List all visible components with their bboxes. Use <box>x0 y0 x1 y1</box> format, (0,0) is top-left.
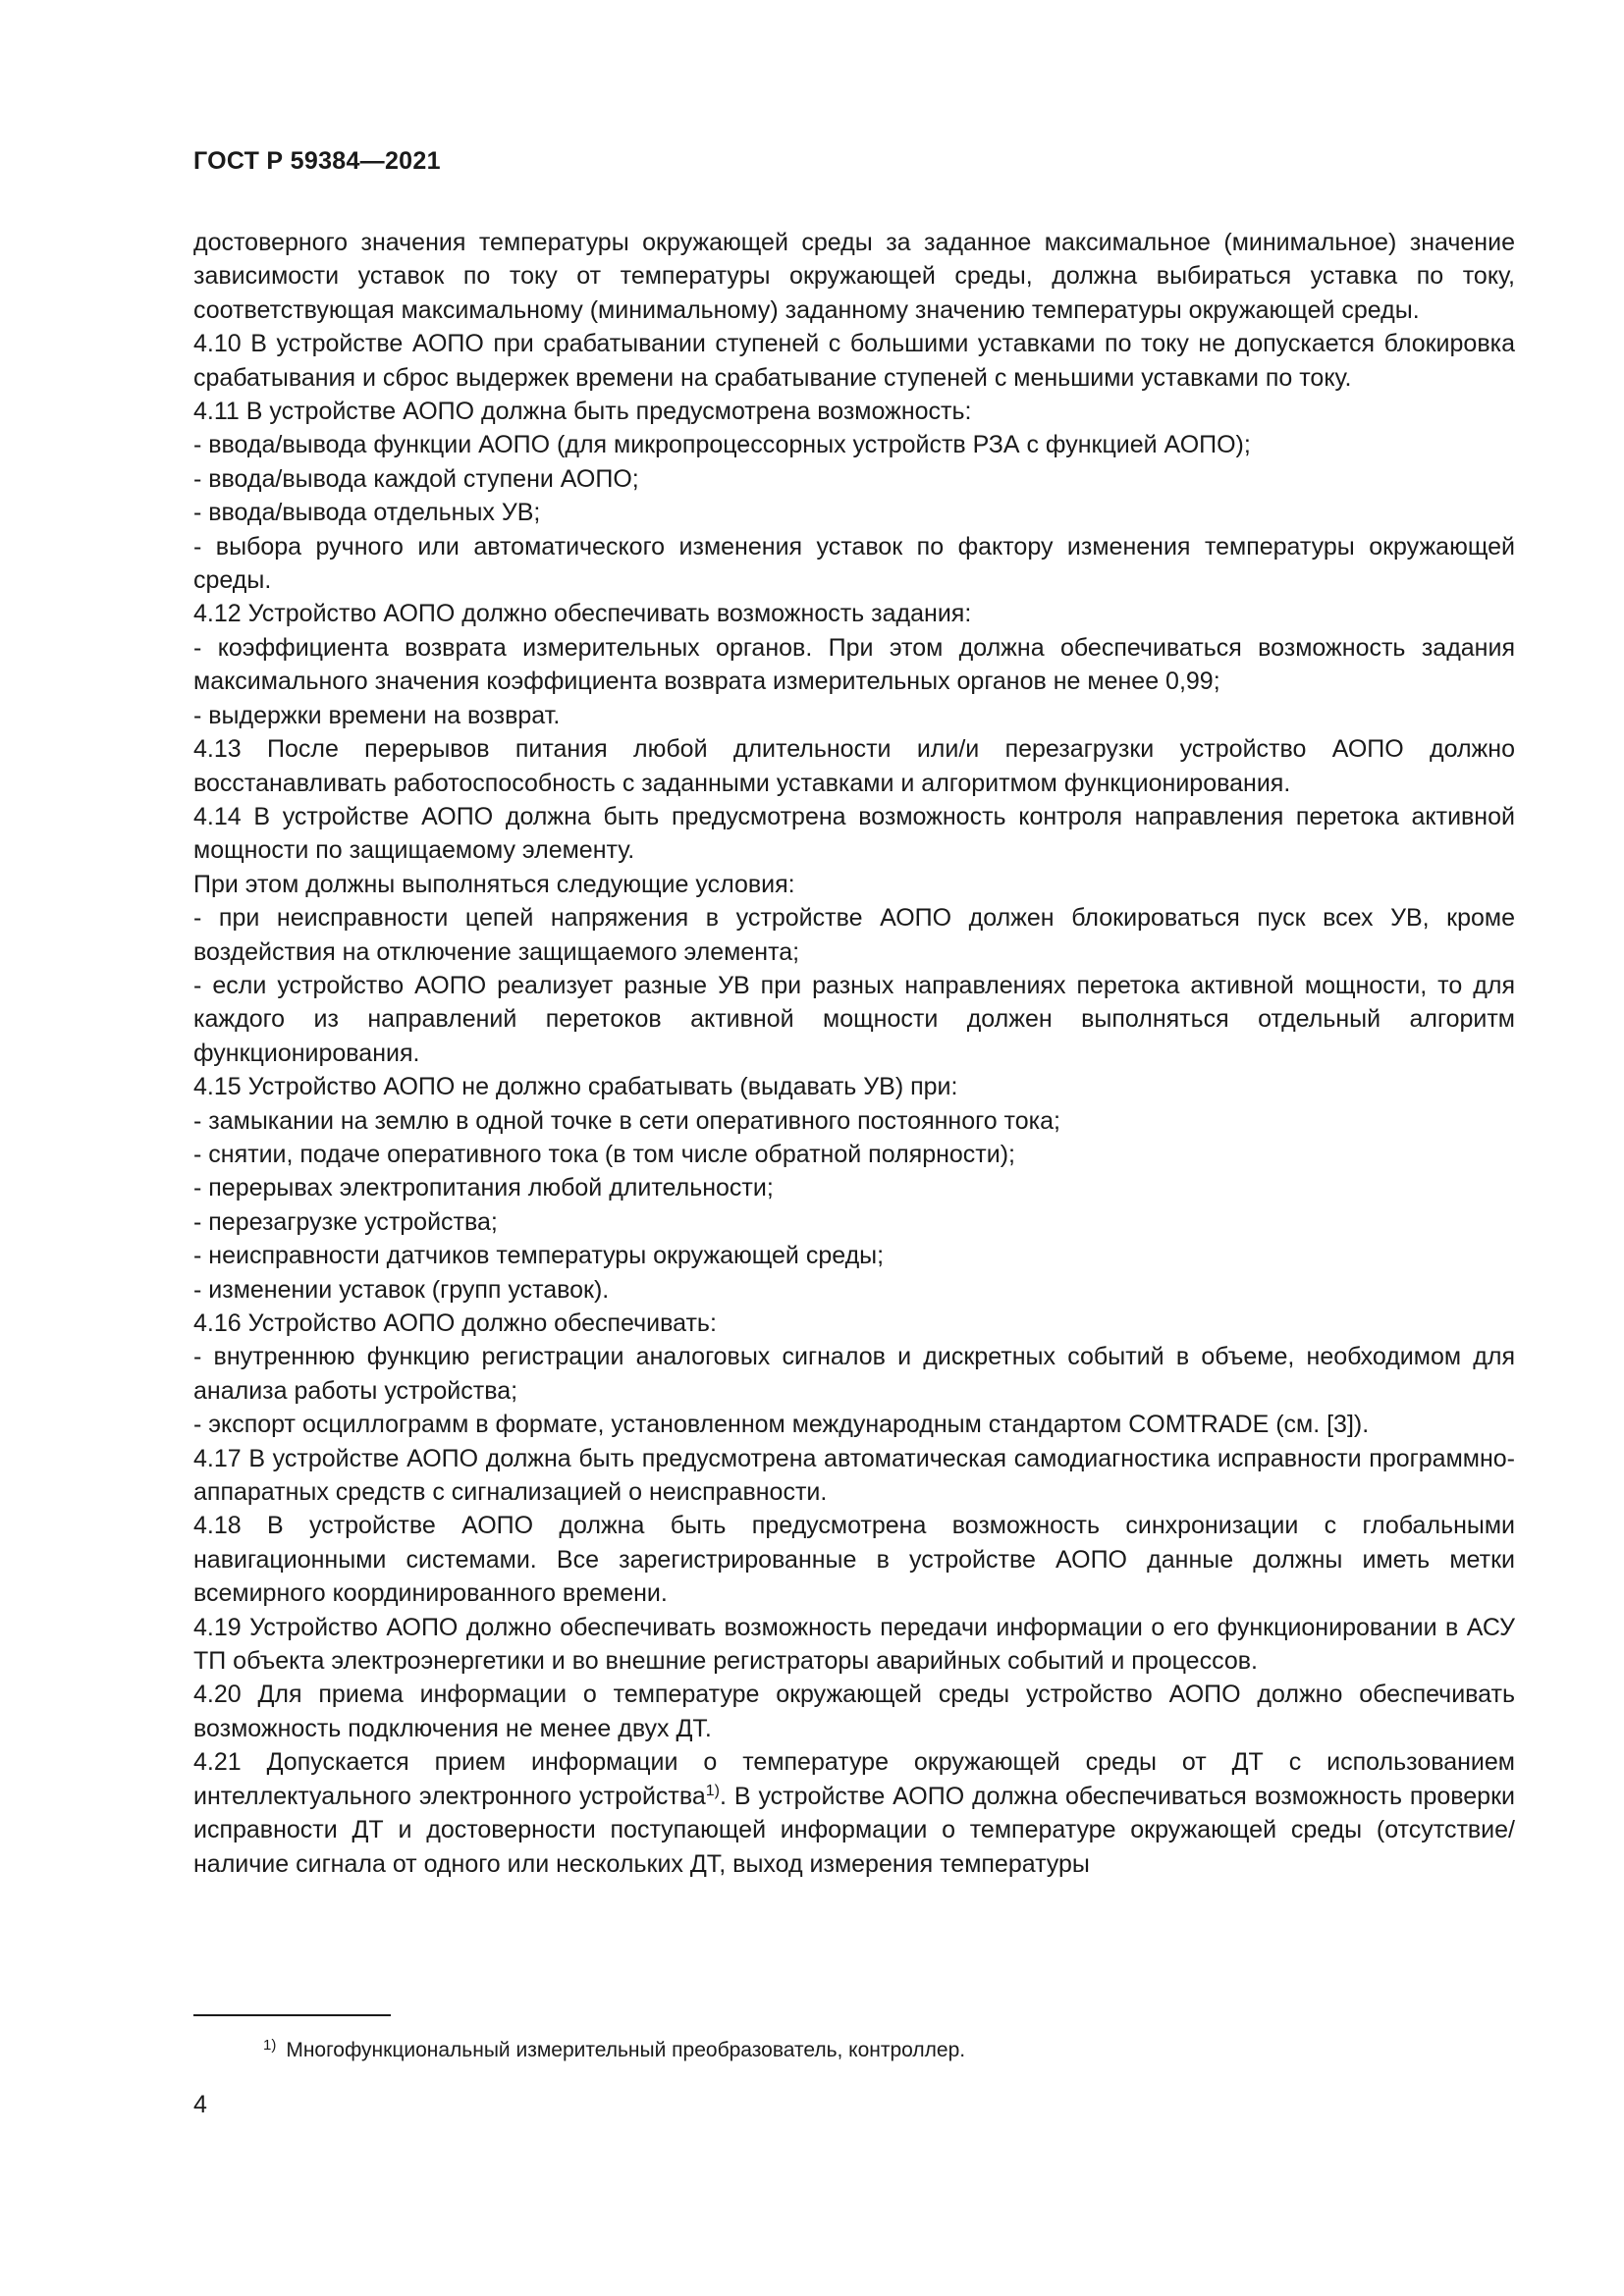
paragraph-lead: 4.21 Допускается прием информации о температуре окружающей среды от ДТ с использованием интеллектуального электронного устройства <box>193 1748 1515 1810</box>
document-header: ГОСТ Р 59384—2021 <box>193 147 441 175</box>
paragraph: - ввода/вывода функции АОПО (для микропроцессорных устройств РЗА с функцией АОПО); <box>193 431 1251 459</box>
footnote-text: Многофункциональный измерительный преобразователь, контроллер. <box>286 2039 966 2061</box>
footnote-reference: 1) <box>705 1782 720 1799</box>
page-number: 4 <box>193 2091 207 2118</box>
paragraph: - коэффициента возврата измерительных органов. При этом должна обеспечиваться возможность задания максимального значения коэффициента возврата измерительных органов не менее 0,99; <box>193 633 1515 696</box>
footnote <box>263 2038 965 2063</box>
paragraph: 4.19 Устройство АОПО должно обеспечивать возможность передачи информации о его функционировании в АСУ ТП объекта электроэнергетики и во внешние регистраторы аварийных событий и процессов. <box>193 1613 1515 1676</box>
paragraph: - ввода/вывода каждой ступени АОПО; <box>193 464 639 493</box>
paragraph: 4.12 Устройство АОПО должно обеспечивать возможность задания: <box>193 600 972 628</box>
footnote-divider <box>193 2014 391 2016</box>
paragraph: 4.11 В устройстве АОПО должна быть предусмотрена возможность: <box>193 398 972 426</box>
paragraph: - неисправности датчиков температуры окружающей среды; <box>193 1242 885 1270</box>
paragraph: 4.17 В устройстве АОПО должна быть предусмотрена автоматическая самодиагностика исправности программно-аппаратных средств с сигнализацией о неисправности. <box>193 1444 1515 1507</box>
paragraph: - экспорт осциллограмм в формате, установленном международным стандартом COMTRADE (см. [3]). <box>193 1411 1370 1439</box>
paragraph: - внутреннюю функцию регистрации аналоговых сигналов и дискретных событий в объеме, необходимом для анализа работы устройства; <box>193 1343 1515 1405</box>
paragraph: - изменении уставок (групп уставок). <box>193 1275 610 1304</box>
paragraph: достоверного значения температуры окружающей среды за заданное максимальное (минимальное) значение зависимости уставок по току от температуры окружающей среды, должна выбираться уставка по току, соответствующая максимальному (минимальному) заданному значению температуры окружающей среды. <box>193 229 1515 324</box>
paragraph: При этом должны выполняться следующие условия: <box>193 870 795 898</box>
paragraph-tail: . В устройстве АОПО должна обеспечиваться возможность проверки исправности ДТ и достоверности поступающей информации о температуре окружающей среды (отсутствие/наличие сигнала от одного или нескольких ДТ, выход измерения температуры <box>193 1782 1515 1878</box>
paragraph: - перезагрузке устройства; <box>193 1207 498 1236</box>
paragraph: 4.10 В устройстве АОПО при срабатывании ступеней с большими уставками по току не допускается блокировка срабатывания и сброс выдержек времени на срабатывание ступеней с меньшими уставками по току. <box>193 330 1515 392</box>
paragraph: - если устройство АОПО реализует разные УВ при разных направлениях перетока активной мощности, то для каждого из направлений перетоков активной мощности должен выполняться отдельный алгоритм функционирования. <box>193 971 1515 1067</box>
paragraph: - замыкании на землю в одной точке в сети оперативного постоянного тока; <box>193 1106 1060 1135</box>
document-body <box>193 226 1515 1881</box>
paragraph: - выдержки времени на возврат. <box>193 701 561 729</box>
paragraph: - при неисправности цепей напряжения в устройстве АОПО должен блокироваться пуск всех УВ, кроме воздействия на отключение защищаемого элемента; <box>193 904 1515 966</box>
paragraph: 4.14 В устройстве АОПО должна быть предусмотрена возможность контроля направления перетока активной мощности по защищаемому элементу. <box>193 802 1515 865</box>
paragraph: - снятии, подаче оперативного тока (в том числе обратной полярности); <box>193 1140 1015 1168</box>
paragraph: 4.18 В устройстве АОПО должна быть предусмотрена возможность синхронизации с глобальными навигационными системами. Все зарегистрированные в устройстве АОПО данные должны иметь метки всемирного координированного времени. <box>193 1512 1515 1608</box>
paragraph: 4.15 Устройство АОПО не должно срабатывать (выдавать УВ) при: <box>193 1073 958 1101</box>
paragraph: 4.20 Для приема информации о температуре окружающей среды устройство АОПО должно обеспечивать возможность подключения не менее двух ДТ. <box>193 1681 1515 1742</box>
paragraph: 4.13 После перерывов питания любой длительности или/и перезагрузки устройство АОПО должно восстанавливать работоспособность с заданными уставками и алгоритмом функционирования. <box>193 735 1515 797</box>
paragraph: - перерывах электропитания любой длительности; <box>193 1174 774 1202</box>
footnote-mark: 1) <box>263 2037 277 2054</box>
paragraph: - ввода/вывода отдельных УВ; <box>193 499 541 527</box>
paragraph: 4.16 Устройство АОПО должно обеспечивать: <box>193 1309 717 1337</box>
paragraph <box>193 1745 1515 1881</box>
paragraph: - выбора ручного или автоматического изменения уставок по фактору изменения температуры окружающей среды. <box>193 532 1515 595</box>
